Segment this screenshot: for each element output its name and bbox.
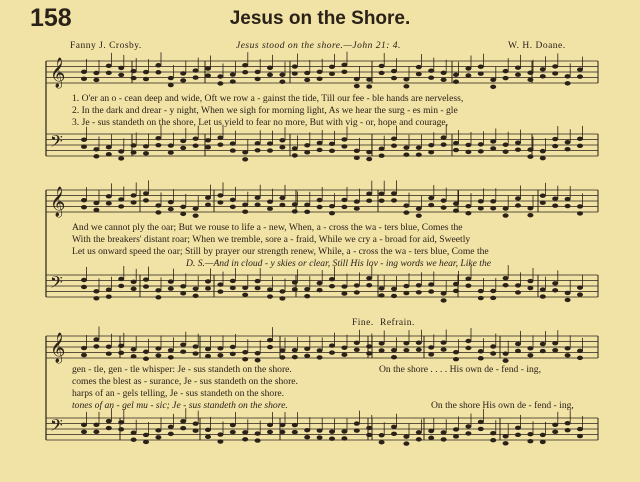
verse-1-line-1: 1. O'er an o - cean deep and wide, Oft we row a - gainst the tide, Till our fee - ble hands are nerveless,: [72, 93, 464, 104]
verse-1-line-3: gen - tle, gen - tle whisper: Je - sus standeth on the shore.: [72, 364, 292, 375]
hymn-title: Jesus on the Shore.: [229, 8, 411, 29]
treble-clef-icon: 𝄞: [50, 187, 66, 217]
verse-2-line-2: With the breakers' distant roar; When we tremble, sore a - fraid, While we cry a - broad for aid, Sweetly: [72, 234, 471, 245]
verse-2-line-1: 2. In the dark and drear - y night, When we sigh for morning light, As we hear the surg - es min - gle: [72, 105, 458, 116]
fine-marking: Fine.: [352, 318, 374, 328]
verse-3-line-2: Let us onward speed the oar; Still by prayer our strength renew, While, a - cross the wa - ters blue, Come the: [72, 246, 489, 257]
verse-2-line-3: comes the blest as - surance, Je - sus standeth on the shore.: [72, 376, 298, 387]
treble-clef-icon: 𝄞: [50, 58, 66, 88]
ds-line: D. S.—And in cloud - y skies or clear, Still His lov - ing words we hear, Like the: [186, 258, 492, 269]
note-heads: [81, 326, 583, 362]
refrain-bass-lyric: On the shore His own de - fend - ing,: [431, 400, 574, 411]
bass-clef-icon: 𝄢: [50, 415, 63, 439]
bass-clef-icon: 𝄢: [50, 131, 63, 155]
verse-3-line-3: harps of an - gels telling, Je - sus standeth on the shore.: [72, 388, 285, 399]
bass-clef-icon: 𝄢: [50, 272, 63, 296]
hymn-number: 158: [30, 4, 72, 32]
refrain-lyric: On the shore . . . . His own de - fend - ing,: [379, 364, 541, 375]
author-credit: Fanny J. Crosby.: [70, 41, 142, 51]
ds-line-end: tones of an - gel mu - sic; Je - sus standeth on the shore.: [72, 400, 288, 411]
refrain-marking: Refrain.: [380, 318, 415, 328]
scripture-reference: Jesus stood on the shore.—John 21: 4.: [236, 41, 401, 51]
composer-credit: W. H. Doane.: [508, 41, 566, 51]
treble-clef-icon: 𝄞: [50, 333, 66, 363]
verse-1-line-2: And we cannot ply the oar; But we rouse to life a - new, When, a - cross the wa - ters blue, Comes the: [72, 222, 463, 233]
verse-3-line-1: 3. Je - sus standeth on the shore, Let us yield to fear no more, But with vig - or, hope and courage,: [72, 117, 449, 128]
